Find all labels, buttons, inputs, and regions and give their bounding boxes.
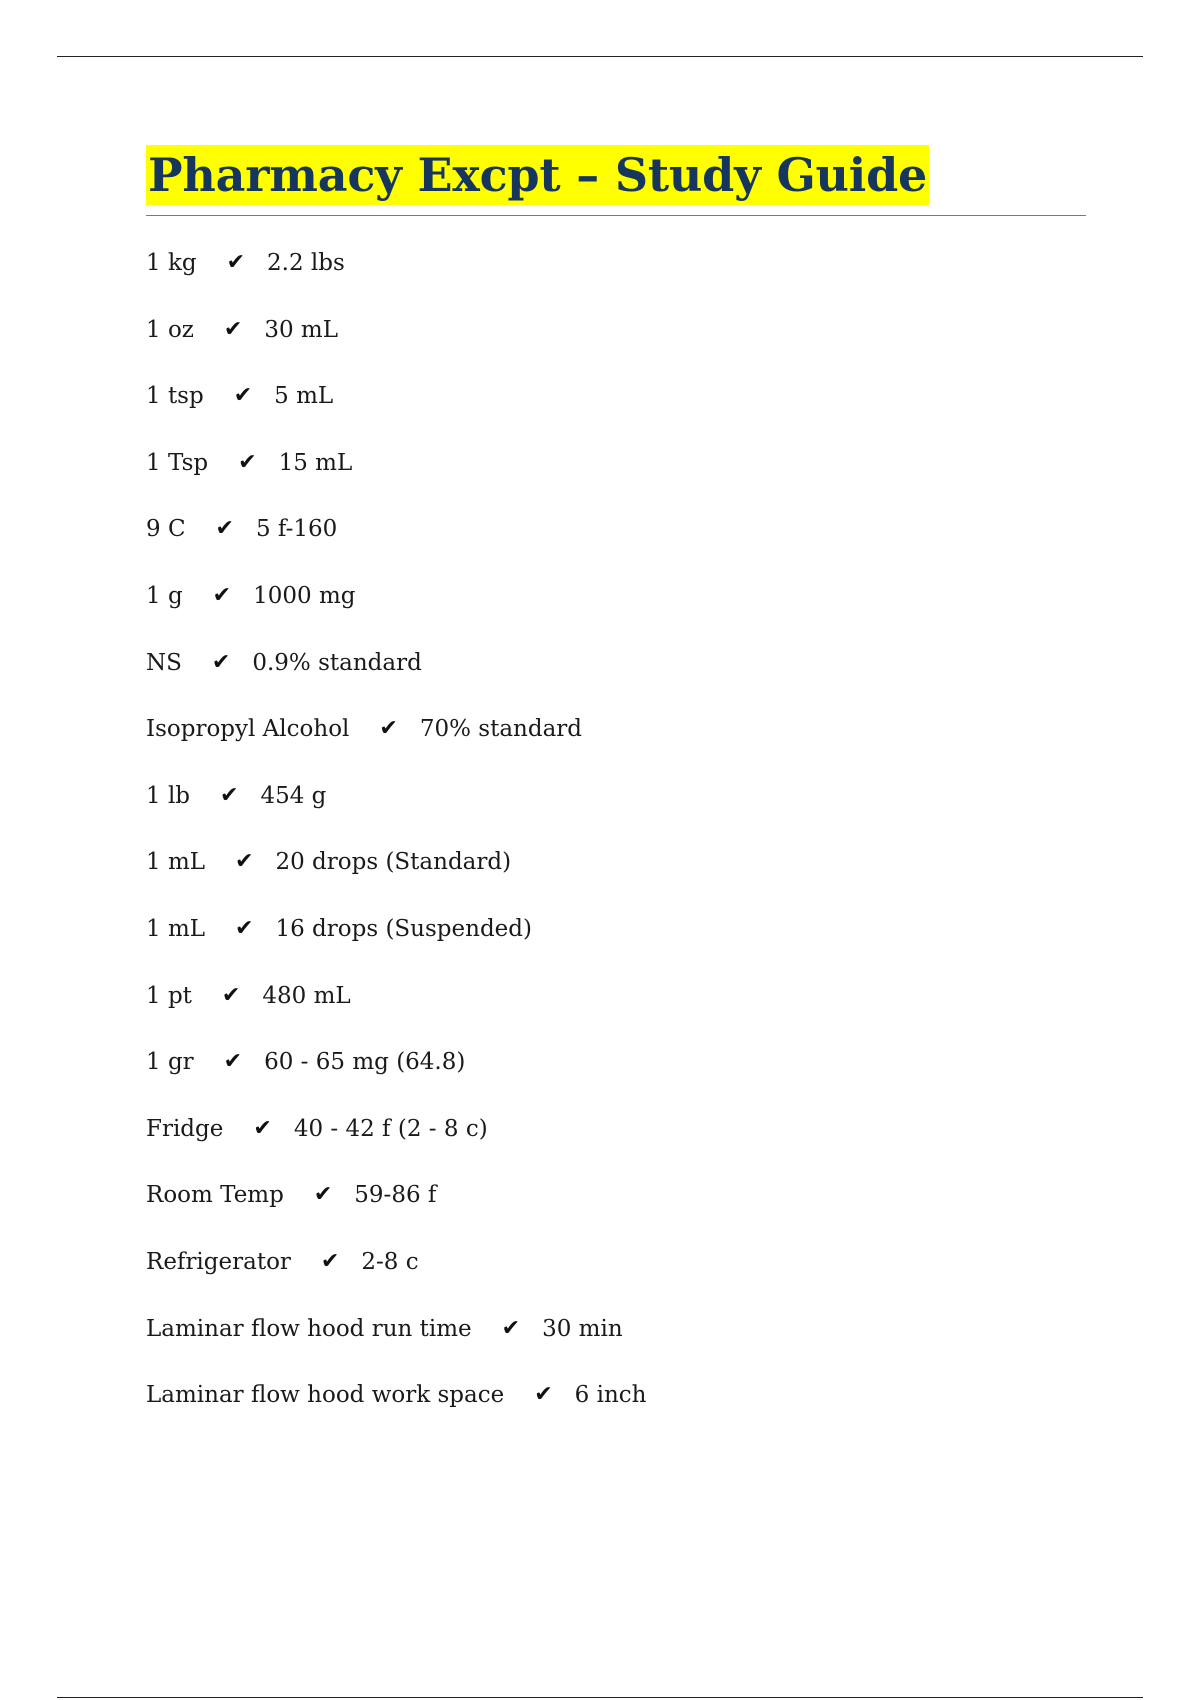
- item-term: 1 g: [146, 582, 183, 609]
- page-top-rule: [57, 56, 1143, 57]
- check-mark-icon: ✔: [220, 782, 239, 808]
- study-guide-list: [146, 242, 646, 1441]
- list-item: [146, 1174, 646, 1241]
- page-title: Pharmacy Excpt – Study Guide: [146, 145, 929, 205]
- item-term: NS: [146, 649, 182, 676]
- check-mark-icon: ✔: [211, 649, 231, 675]
- item-term: 1 tsp: [146, 383, 204, 410]
- list-item: [146, 508, 646, 575]
- check-mark-icon: ✔: [320, 1248, 340, 1274]
- page-bottom-rule: [57, 1697, 1143, 1698]
- item-term: Isopropyl Alcohol: [146, 716, 350, 743]
- item-definition: 480 mL: [262, 982, 351, 1009]
- item-term: Room Temp: [146, 1182, 284, 1209]
- list-item: [146, 242, 646, 309]
- item-definition: 40 - 42 f (2 - 8 c): [293, 1115, 488, 1142]
- item-definition: 5 mL: [274, 383, 334, 410]
- item-definition: 70% standard: [419, 716, 583, 743]
- item-definition: 5 f-160: [255, 516, 338, 543]
- item-definition: 2-8 c: [361, 1248, 419, 1275]
- list-item: [146, 309, 646, 376]
- list-item: [146, 975, 646, 1042]
- item-term: 1 mL: [146, 915, 206, 942]
- check-mark-icon: ✔: [221, 982, 241, 1008]
- item-term: 1 gr: [146, 1049, 194, 1076]
- item-definition: 20 drops (Standard): [275, 849, 512, 876]
- item-definition: 454 g: [260, 782, 327, 809]
- item-term: 1 kg: [146, 250, 197, 276]
- check-mark-icon: ✔: [534, 1382, 553, 1408]
- item-term: 1 Tsp: [146, 449, 209, 476]
- list-item: [146, 642, 646, 709]
- check-mark-icon: ✔: [215, 516, 234, 542]
- item-term: Laminar flow hood work space: [146, 1382, 505, 1409]
- list-item: [146, 841, 646, 908]
- item-term: 1 pt: [146, 982, 192, 1009]
- list-item: [146, 1308, 646, 1375]
- item-term: 1 mL: [146, 849, 206, 876]
- list-item: [146, 1041, 646, 1108]
- item-definition: 59-86 f: [354, 1182, 437, 1209]
- check-mark-icon: ✔: [223, 1049, 243, 1075]
- item-term: Laminar flow hood run time: [146, 1315, 472, 1342]
- check-mark-icon: ✔: [379, 716, 398, 742]
- check-mark-icon: ✔: [313, 1182, 333, 1208]
- check-mark-icon: ✔: [233, 383, 253, 409]
- list-item: [146, 575, 646, 642]
- check-mark-icon: ✔: [212, 582, 232, 608]
- check-mark-icon: ✔: [235, 915, 254, 941]
- list-item: [146, 775, 646, 842]
- list-item: [146, 708, 646, 775]
- check-mark-icon: ✔: [235, 849, 254, 875]
- item-definition: 30 min: [542, 1315, 623, 1342]
- item-term: 1 oz: [146, 316, 194, 343]
- list-item: [146, 1108, 646, 1175]
- item-definition: 6 inch: [574, 1382, 647, 1409]
- item-definition: 1000 mg: [253, 582, 356, 609]
- list-item: [146, 375, 646, 442]
- check-mark-icon: ✔: [253, 1115, 272, 1141]
- item-term: Refrigerator: [146, 1248, 291, 1275]
- check-mark-icon: ✔: [238, 449, 257, 475]
- item-definition: 0.9% standard: [252, 649, 422, 676]
- item-term: Fridge: [146, 1115, 224, 1142]
- check-mark-icon: ✔: [223, 316, 243, 342]
- item-term: 1 lb: [146, 782, 191, 809]
- list-item: [146, 442, 646, 509]
- check-mark-icon: ✔: [226, 250, 246, 275]
- item-definition: 30 mL: [264, 316, 339, 343]
- check-mark-icon: ✔: [501, 1315, 521, 1341]
- list-item: [146, 908, 646, 975]
- list-item: [146, 1241, 646, 1308]
- item-definition: 15 mL: [278, 449, 353, 476]
- item-term: 9 C: [146, 516, 186, 543]
- title-block: [146, 145, 1086, 216]
- item-definition: 2.2 lbs: [267, 250, 345, 276]
- item-definition: 60 - 65 mg (64.8): [264, 1049, 466, 1076]
- item-definition: 16 drops (Suspended): [275, 915, 532, 942]
- list-item: [146, 1374, 646, 1441]
